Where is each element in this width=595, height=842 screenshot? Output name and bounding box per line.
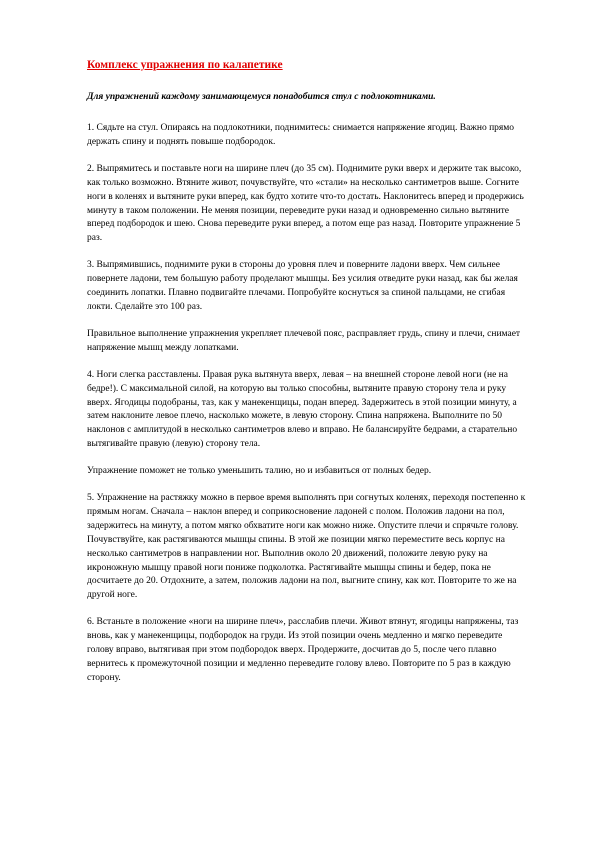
exercise-1: 1. Сядьте на стул. Опираясь на подлокотники, поднимитесь: снимается напряжение ягодиц. Важно прямо держать спину и поднять повыше подбородок. <box>87 123 515 147</box>
exercise-6: 6. Встаньте в положение «ноги на ширине плеч», расслабив плечи. Живот втянут, ягодицы напряжены, таз вновь, как у манекенщицы, подбородок на груди. Из этой позиции очень медленно и мягко переведите голову вправо, вытягивая при этом подбородок вверх. Продержите, досчитав до 5, после чего плавно вернитесь к промежуточной позиции и медленно переведите голову влево. Повторите по 5 раз в каждую сторону. <box>87 617 519 683</box>
exercise-5: 5. Упражнение на растяжку можно в первое время выполнять при согнутых коленях, переходя постепенно к прямым ногам. Сначала – наклон вперед и соприкосновение ладоней с полом. Положив ладони на пол, задержитесь на минуту, а потом мягко обхватите ноги как можно ниже. Опустите плечи и спрячьте голову. Почувствуйте, как растягиваются мышцы спины. В этой же позиции мягко переместите весь корпус на несколько сантиметров в направлении ног. Выполнив около 20 движений, положите левую руку на икроножную мышцу правой ноги пониже подколотка. Растягивайте мышцы спины и бедер, пока не досчитаете до 20. Отдохните, а затем, положив ладони на пол, выгните спину, как кот. Повторите то же на другой ноге. <box>87 493 526 601</box>
document-page <box>87 58 527 699</box>
exercise-4: 4. Ноги слегка расставлены. Правая рука вытянута вверх, левая – на внешней стороне левой ноги (не на бедре!). С максимальной силой, на которую вы только способны, вытяните правую сторону тела и руку вверх. Ягодицы подобраны, таз, как у манекенщицы, подан вперед. Задержитесь в этой позиции минуту, а затем наклоните левое плечо, насколько можете, в левую сторону. Спина напряжена. Выполните по 50 наклонов с амплитудой в несколько сантиметров влево и вправо. Не балансируйте бедрами, а старательно вытягивайте правую (левую) сторону тела. <box>87 369 518 450</box>
exercise-3-note: Правильное выполнение упражнения укрепляет плечевой пояс, расправляет грудь, спину и плечи, снимает напряжение мышц между лопатками. <box>87 328 521 353</box>
exercise-2: 2. Выпрямитесь и поставьте ноги на ширине плеч (до 35 см). Поднимите руки вверх и держите так высоко, как только возможно. Втяните живот, почувствуйте, что «стали» на несколько сантиметров выше. Согните ноги в коленях и вытяните руки вперед, как будто хотите что-то достать. Наклонитесь вперед и продержись минуту в таком положении. Не меняя позиции, переведите руки назад и одновременно сильно вытяните вперед подбородок и шею. Снова переведите руки вперед, а потом еще раз назад. Повторите упражнение 5 раз. <box>87 163 524 244</box>
exercise-4-note: Упражнение поможет не только уменьшить талию, но и избавиться от полных бедер. <box>87 466 432 477</box>
document-title: Комплекс упражнения по калапетике <box>87 59 283 71</box>
exercise-3: 3. Выпрямившись, поднимите руки в стороны до уровня плеч и поверните ладони вверх. Чем сильнее повернете ладони, тем большую работу проделают мышцы. Без усилия отведите руки назад, как бы желая соединить лопатки. Плавно подвигайте плечами. Попробуйте коснуться за спиной пальцами, не сгибая локти. Сделайте это 100 раз. <box>87 260 518 312</box>
document-subtitle: Для упражнений каждому занимающемуся понадобится стул с подлокотниками. <box>87 92 436 102</box>
